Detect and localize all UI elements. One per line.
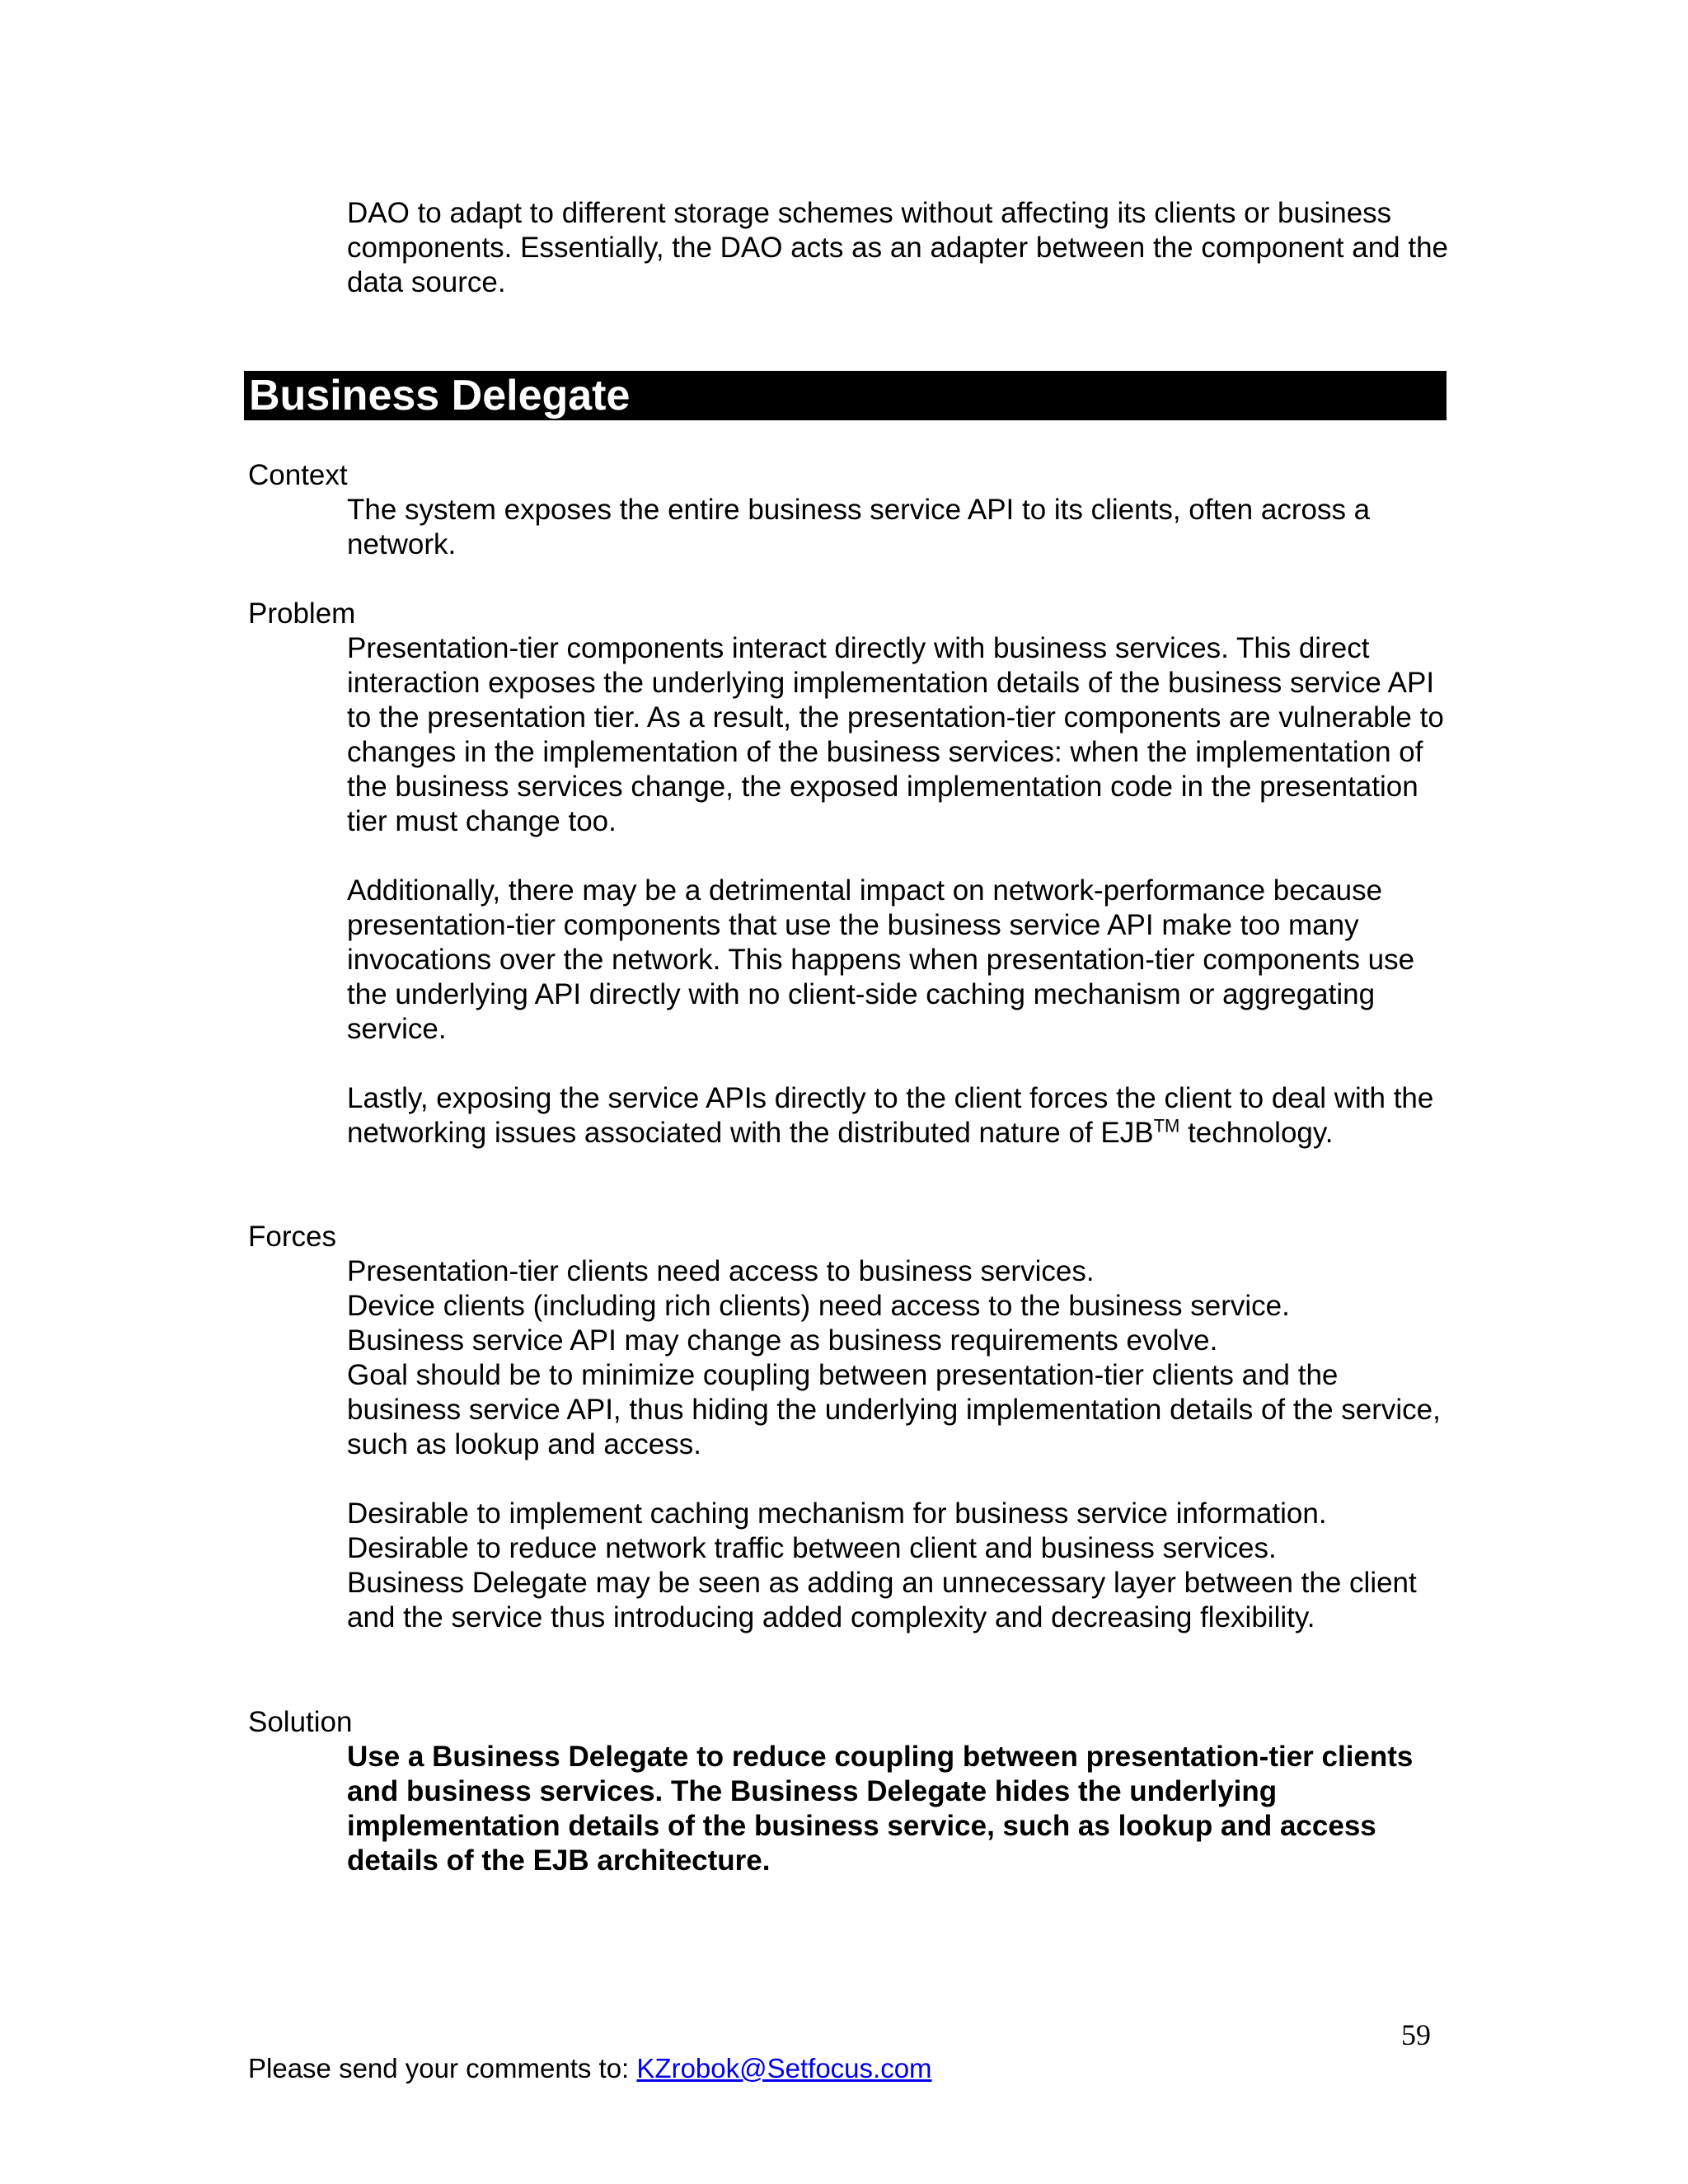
forces-item: Presentation-tier clients need access to business services. [347,1255,1095,1287]
context-text: The system exposes the entire business service API to its clients, often across a network. [347,494,1371,560]
forces-item: Goal should be to minimize coupling between presentation-tier clients and the business service API, thus hiding the underlying implementation details of the service, such as lookup and access. [347,1359,1441,1460]
forces-group [347,1254,1451,1462]
problem-label: Problem [248,598,356,630]
context-body [347,493,1451,562]
problem-paragraph: Presentation-tier components interact directly with business services. This direct interaction exposes the underlying implementation details of the business service API to the presentation tier. As a result, the presentation-tier components are vulnerable to changes in the implementation of the business services: when the implementation of the business services change, the exposed implementation code in the presentation tier must change too. [347,632,1444,837]
footer-email-link[interactable]: KZrobok@Setfocus.com [636,2053,932,2083]
problem-paragraph-last [347,1081,1451,1151]
solution-text: Use a Business Delegate to reduce coupling between presentation-tier clients and business services. The Business Delegate hides the underlying implementation details of the business service, such as lookup and access details of the EJB architecture. [347,1741,1414,1877]
footer-prefix: Please send your comments to: [248,2053,637,2083]
forces-item: Desirable to reduce network traffic between client and business services. [347,1532,1277,1564]
section-title: Business Delegate [244,371,1447,420]
forces-label: Forces [248,1221,336,1253]
solution-label: Solution [248,1706,353,1738]
forces-item: Business Delegate may be seen as adding an unnecessary layer between the client and the service thus introducing added complexity and decreasing flexibility. [347,1567,1417,1633]
forces-item: Device clients (including rich clients) need access to the business service. [347,1290,1290,1322]
solution-body [347,1740,1451,1878]
intro-paragraph [347,196,1451,300]
forces-item: Desirable to implement caching mechanism for business service information. [347,1497,1327,1530]
forces-body [347,1254,1451,1635]
problem-last-text-end: technology. [1179,1117,1334,1149]
trademark-superscript: TM [1153,1115,1180,1137]
footer [248,2052,932,2085]
problem-body [347,631,1451,1151]
intro-text: DAO to adapt to different storage schemes without affecting its clients or business components. Essentially, the DAO acts as an adapter between the component and the data source. [347,197,1448,298]
page-number: 59 [1401,2018,1431,2051]
problem-last-text: Lastly, exposing the service APIs directly to the client forces the client to deal with the networking issues associated with the distributed nature of EJB [347,1082,1434,1149]
context-label: Context [248,459,348,491]
problem-paragraph: Additionally, there may be a detrimental impact on network-performance because presentation-tier components that use the business service API make too many invocations over the network. This happens when presentation-tier components use the underlying API directly with no client-side caching mechanism or aggregating service. [347,874,1415,1045]
forces-item: Business service API may change as business requirements evolve. [347,1324,1218,1357]
forces-group [347,1497,1451,1635]
